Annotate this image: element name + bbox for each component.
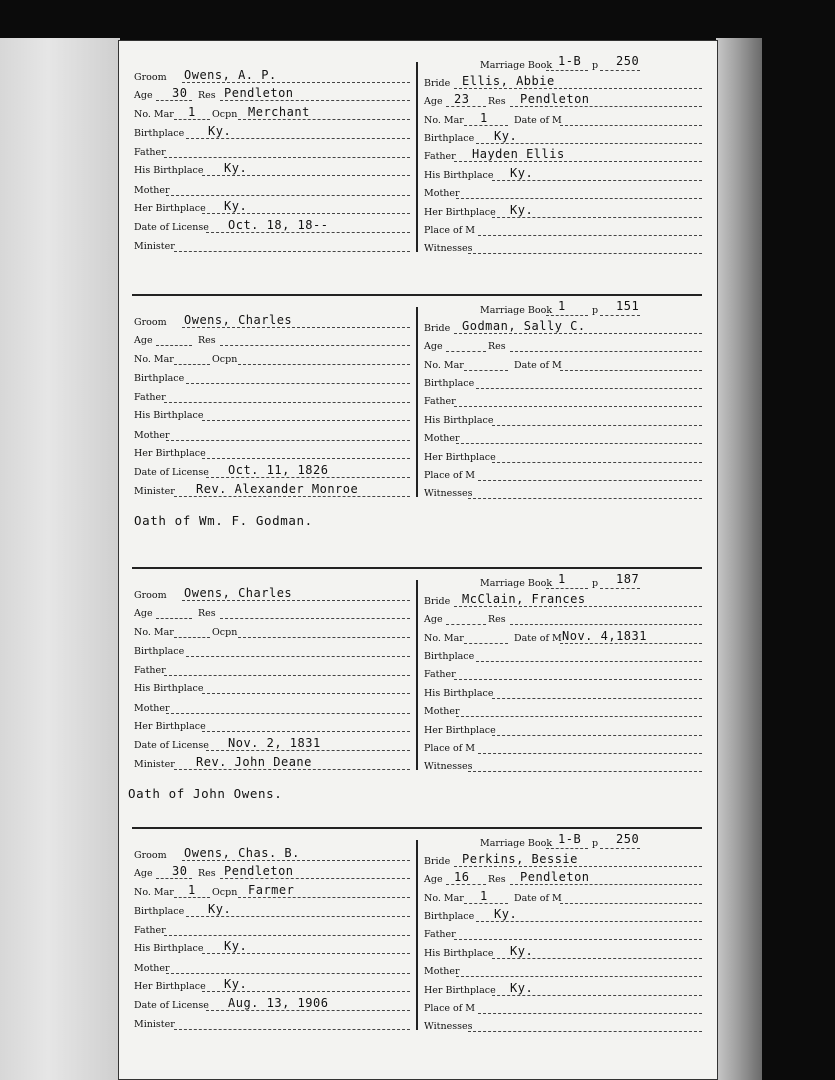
bride-mother-label: Mother xyxy=(424,433,460,444)
bride-witnesses-line xyxy=(468,1031,702,1032)
groom-birthplace-label: Birthplace xyxy=(134,128,185,139)
bride-no-mar-line xyxy=(464,903,508,904)
groom-father-label: Father xyxy=(134,925,166,936)
bride-res: Pendleton xyxy=(520,92,590,106)
bride-place-of-m-line xyxy=(478,235,702,236)
groom-birthplace-line xyxy=(186,916,410,917)
page-line xyxy=(600,848,640,849)
bride-mother-line xyxy=(456,198,702,199)
bride-her-birthplace-label: Her Birthplace xyxy=(424,985,496,996)
bride-no-mar-line xyxy=(464,643,508,644)
bride-age-line xyxy=(446,106,486,107)
left-margin-scan xyxy=(0,38,120,1080)
groom-minister-label: Minister xyxy=(134,241,175,252)
bride-no-mar-label: No. Mar xyxy=(424,893,464,904)
groom-ocpn-label: Ocpn xyxy=(212,887,238,898)
groom-res-line xyxy=(220,100,410,101)
page-label: p xyxy=(592,838,599,849)
groom-no-mar: 1 xyxy=(188,883,196,897)
bride-her-birthplace-label: Her Birthplace xyxy=(424,725,496,736)
bride-her-birthplace-label: Her Birthplace xyxy=(424,452,496,463)
bride-date-of-m: Nov. 4,1831 xyxy=(562,629,647,643)
groom-her-birthplace-label: Her Birthplace xyxy=(134,448,206,459)
bride-no-mar: 1 xyxy=(480,111,488,125)
groom-ocpn: Merchant xyxy=(248,105,310,119)
bride-mother-label: Mother xyxy=(424,188,460,199)
bride-no-mar: 1 xyxy=(480,889,488,903)
groom-age-line xyxy=(156,618,192,619)
groom-mother-line xyxy=(166,713,410,714)
bride-father-label: Father xyxy=(424,929,456,940)
groom-birthplace-line xyxy=(186,656,410,657)
bride-age-line xyxy=(446,624,486,625)
groom-birthplace-line xyxy=(186,383,410,384)
groom-age-line xyxy=(156,100,192,101)
groom-label: Groom xyxy=(134,850,167,861)
groom-ocpn-label: Ocpn xyxy=(212,109,238,120)
groom-her-birthplace: Ky. xyxy=(224,199,248,213)
groom-minister-line xyxy=(174,769,410,770)
groom-date-of-license-line xyxy=(206,477,410,478)
bride-his-birthplace: Ky. xyxy=(510,944,534,958)
bride-birthplace-label: Birthplace xyxy=(424,133,475,144)
groom-minister: Rev. Alexander Monroe xyxy=(196,482,359,496)
page-line xyxy=(600,315,640,316)
bride-her-birthplace-line xyxy=(492,995,702,996)
bride-birthplace: Ky. xyxy=(494,907,518,921)
bride-res-label: Res xyxy=(488,614,506,625)
marriage-record-card xyxy=(118,297,718,537)
groom-birthplace-label: Birthplace xyxy=(134,373,185,384)
bride-res: Pendleton xyxy=(520,870,590,884)
bride-mother-label: Mother xyxy=(424,966,460,977)
marriage-record-card xyxy=(118,830,718,1070)
groom-date-of-license: Oct. 18, 18-- xyxy=(228,218,329,232)
groom-age: 30 xyxy=(172,86,188,100)
groom-her-birthplace-label: Her Birthplace xyxy=(134,203,206,214)
groom-label: Groom xyxy=(134,317,167,328)
marriage-book-line xyxy=(546,848,588,849)
groom-age-line xyxy=(156,878,192,879)
groom-his-birthplace-label: His Birthplace xyxy=(134,410,204,421)
groom-his-birthplace-label: His Birthplace xyxy=(134,683,204,694)
bride-her-birthplace: Ky. xyxy=(510,981,534,995)
bride-place-of-m-label: Place of M xyxy=(424,470,476,481)
bride-date-of-m-line xyxy=(560,370,702,371)
groom-ocpn-line xyxy=(238,897,410,898)
groom-age-label: Age xyxy=(134,90,153,101)
groom-his-birthplace-line xyxy=(202,420,410,421)
groom-his-birthplace-label: His Birthplace xyxy=(134,943,204,954)
bride-birthplace-line xyxy=(476,143,702,144)
groom-her-birthplace-label: Her Birthplace xyxy=(134,981,206,992)
groom-her-birthplace-line xyxy=(202,458,410,459)
groom-father-line xyxy=(164,402,410,403)
groom-res-label: Res xyxy=(198,868,216,879)
groom-minister-label: Minister xyxy=(134,486,175,497)
groom-his-birthplace-label: His Birthplace xyxy=(134,165,204,176)
bride-father-label: Father xyxy=(424,669,456,680)
groom-father-line xyxy=(164,935,410,936)
groom-no-mar-label: No. Mar xyxy=(134,627,174,638)
groom-mother-line xyxy=(166,973,410,974)
bride-his-birthplace-line xyxy=(492,958,702,959)
groom-ocpn: Farmer xyxy=(248,883,295,897)
groom-minister-line xyxy=(174,1029,410,1030)
bride-witnesses-line xyxy=(468,498,702,499)
groom-name: Owens, Charles xyxy=(184,313,293,327)
bride-father-line xyxy=(454,939,702,940)
bride-father-line xyxy=(454,161,702,162)
marriage-book-line xyxy=(546,315,588,316)
bride-father: Hayden Ellis xyxy=(472,147,565,161)
bride-date-of-m-line xyxy=(560,125,702,126)
bride-place-of-m-label: Place of M xyxy=(424,1003,476,1014)
groom-no-mar-label: No. Mar xyxy=(134,887,174,898)
groom-father-label: Father xyxy=(134,392,166,403)
groom-his-birthplace: Ky. xyxy=(224,939,248,953)
bride-no-mar-line xyxy=(464,370,508,371)
bride-date-of-m-label: Date of M xyxy=(514,893,562,904)
bride-his-birthplace-label: His Birthplace xyxy=(424,170,494,181)
groom-no-mar-line xyxy=(174,897,210,898)
bride-label: Bride xyxy=(424,78,451,89)
groom-res-line xyxy=(220,618,410,619)
groom-mother-label: Mother xyxy=(134,430,170,441)
groom-age-label: Age xyxy=(134,608,153,619)
groom-line xyxy=(182,860,410,861)
groom-minister-label: Minister xyxy=(134,1019,175,1030)
groom-line xyxy=(182,327,410,328)
page-label: p xyxy=(592,578,599,589)
groom-no-mar-label: No. Mar xyxy=(134,109,174,120)
marriage-book-page: 151 xyxy=(616,299,640,313)
groom-res-label: Res xyxy=(198,608,216,619)
groom-age: 30 xyxy=(172,864,188,878)
groom-father-line xyxy=(164,157,410,158)
bride-his-birthplace-label: His Birthplace xyxy=(424,688,494,699)
bride-mother-line xyxy=(456,443,702,444)
bride-age-line xyxy=(446,351,486,352)
marriage-book-label: Marriage Book xyxy=(480,838,553,849)
groom-minister: Rev. John Deane xyxy=(196,755,312,769)
groom-his-birthplace-line xyxy=(202,693,410,694)
groom-birthplace-line xyxy=(186,138,410,139)
bride-label: Bride xyxy=(424,323,451,334)
marriage-book-number: 1-B xyxy=(558,54,582,68)
bride-no-mar-label: No. Mar xyxy=(424,360,464,371)
groom-name: Owens, Charles xyxy=(184,586,293,600)
marriage-record-card xyxy=(118,52,718,292)
groom-ocpn-label: Ocpn xyxy=(212,627,238,638)
bride-place-of-m-label: Place of M xyxy=(424,225,476,236)
bride-place-of-m-line xyxy=(478,753,702,754)
page-label: p xyxy=(592,60,599,71)
groom-age-label: Age xyxy=(134,868,153,879)
marriage-record-card xyxy=(118,570,718,810)
bride-his-birthplace-label: His Birthplace xyxy=(424,948,494,959)
bride-line xyxy=(454,333,702,334)
bride-witnesses-label: Witnesses xyxy=(424,243,473,254)
groom-date-of-license-line xyxy=(206,232,410,233)
bride-no-mar-line xyxy=(464,125,508,126)
bride-res-line xyxy=(510,624,702,625)
bride-witnesses-label: Witnesses xyxy=(424,488,473,499)
bride-father-line xyxy=(454,406,702,407)
bride-res-label: Res xyxy=(488,874,506,885)
groom-date-of-license-label: Date of License xyxy=(134,467,209,478)
page-label: p xyxy=(592,305,599,316)
bride-no-mar-label: No. Mar xyxy=(424,633,464,644)
bride-mother-line xyxy=(456,976,702,977)
bride-place-of-m-line xyxy=(478,480,702,481)
groom-no-mar-line xyxy=(174,119,210,120)
groom-res-label: Res xyxy=(198,335,216,346)
groom-date-of-license-label: Date of License xyxy=(134,740,209,751)
bride-label: Bride xyxy=(424,856,451,867)
column-divider xyxy=(416,307,418,497)
bride-age-label: Age xyxy=(424,874,443,885)
marriage-book-number: 1-B xyxy=(558,832,582,846)
groom-date-of-license-line xyxy=(206,1010,410,1011)
bride-line xyxy=(454,88,702,89)
column-divider xyxy=(416,580,418,770)
bride-name: Godman, Sally C. xyxy=(462,319,586,333)
marriage-book-number: 1 xyxy=(558,572,566,586)
bride-date-of-m-line xyxy=(560,643,702,644)
bride-father-label: Father xyxy=(424,396,456,407)
groom-her-birthplace-line xyxy=(202,991,410,992)
groom-birthplace-label: Birthplace xyxy=(134,906,185,917)
page-line xyxy=(600,588,640,589)
groom-his-birthplace: Ky. xyxy=(224,161,248,175)
oath-note: Oath of John Owens. xyxy=(128,786,283,801)
bride-her-birthplace-line xyxy=(492,735,702,736)
right-margin-scan xyxy=(716,38,762,1080)
bride-birthplace-line xyxy=(476,388,702,389)
groom-name: Owens, Chas. B. xyxy=(184,846,300,860)
bride-place-of-m-line xyxy=(478,1013,702,1014)
bride-res-label: Res xyxy=(488,96,506,107)
groom-no-mar: 1 xyxy=(188,105,196,119)
bride-no-mar-label: No. Mar xyxy=(424,115,464,126)
groom-age-line xyxy=(156,345,192,346)
groom-label: Groom xyxy=(134,590,167,601)
record-separator xyxy=(132,567,702,569)
groom-father-label: Father xyxy=(134,147,166,158)
record-separator xyxy=(132,827,702,829)
marriage-book-number: 1 xyxy=(558,299,566,313)
groom-no-mar-line xyxy=(174,637,210,638)
bride-his-birthplace-line xyxy=(492,425,702,426)
bride-res-line xyxy=(510,351,702,352)
groom-date-of-license-label: Date of License xyxy=(134,1000,209,1011)
groom-his-birthplace-line xyxy=(202,953,410,954)
bride-mother-line xyxy=(456,716,702,717)
groom-minister-label: Minister xyxy=(134,759,175,770)
bride-witnesses-line xyxy=(468,253,702,254)
groom-date-of-license: Aug. 13, 1906 xyxy=(228,996,329,1010)
bride-witnesses-label: Witnesses xyxy=(424,1021,473,1032)
groom-father-label: Father xyxy=(134,665,166,676)
bride-mother-label: Mother xyxy=(424,706,460,717)
bride-age-label: Age xyxy=(424,341,443,352)
groom-label: Groom xyxy=(134,72,167,83)
bride-witnesses-line xyxy=(468,771,702,772)
bride-birthplace: Ky. xyxy=(494,129,518,143)
bride-age: 23 xyxy=(454,92,470,106)
record-separator xyxy=(132,294,702,296)
bride-birthplace-label: Birthplace xyxy=(424,911,475,922)
marriage-book-label: Marriage Book xyxy=(480,578,553,589)
bride-her-birthplace-label: Her Birthplace xyxy=(424,207,496,218)
bride-his-birthplace-label: His Birthplace xyxy=(424,415,494,426)
column-divider xyxy=(416,840,418,1030)
bride-birthplace-label: Birthplace xyxy=(424,378,475,389)
bride-witnesses-label: Witnesses xyxy=(424,761,473,772)
groom-minister-line xyxy=(174,496,410,497)
bride-her-birthplace-line xyxy=(492,217,702,218)
bride-father-line xyxy=(454,679,702,680)
groom-res-line xyxy=(220,878,410,879)
groom-birthplace: Ky. xyxy=(208,902,232,916)
groom-date-of-license-line xyxy=(206,750,410,751)
marriage-book-page: 250 xyxy=(616,832,640,846)
bride-name: Perkins, Bessie xyxy=(462,852,578,866)
groom-minister-line xyxy=(174,251,410,252)
groom-mother-line xyxy=(166,195,410,196)
groom-date-of-license: Nov. 2, 1831 xyxy=(228,736,321,750)
groom-mother-label: Mother xyxy=(134,963,170,974)
groom-ocpn-line xyxy=(238,364,410,365)
groom-his-birthplace-line xyxy=(202,175,410,176)
bride-date-of-m-label: Date of M xyxy=(514,115,562,126)
bride-name: McClain, Frances xyxy=(462,592,586,606)
record-sheet xyxy=(118,40,718,1080)
bride-birthplace-line xyxy=(476,921,702,922)
marriage-book-page: 187 xyxy=(616,572,640,586)
groom-her-birthplace-line xyxy=(202,731,410,732)
groom-ocpn-line xyxy=(238,119,410,120)
page-line xyxy=(600,70,640,71)
groom-res-line xyxy=(220,345,410,346)
marriage-book-line xyxy=(546,70,588,71)
bride-res-line xyxy=(510,106,702,107)
bride-date-of-m-label: Date of M xyxy=(514,360,562,371)
bride-age-label: Age xyxy=(424,614,443,625)
groom-birthplace: Ky. xyxy=(208,124,232,138)
marriage-book-label: Marriage Book xyxy=(480,305,553,316)
bride-birthplace-line xyxy=(476,661,702,662)
bride-name: Ellis, Abbie xyxy=(462,74,555,88)
groom-date-of-license: Oct. 11, 1826 xyxy=(228,463,329,477)
marriage-book-label: Marriage Book xyxy=(480,60,553,71)
bride-age: 16 xyxy=(454,870,470,884)
bride-her-birthplace-line xyxy=(492,462,702,463)
bride-age-line xyxy=(446,884,486,885)
groom-res: Pendleton xyxy=(224,864,294,878)
bride-father-label: Father xyxy=(424,151,456,162)
groom-res: Pendleton xyxy=(224,86,294,100)
groom-line xyxy=(182,82,410,83)
column-divider xyxy=(416,62,418,252)
bride-date-of-m-label: Date of M xyxy=(514,633,562,644)
groom-mother-label: Mother xyxy=(134,185,170,196)
marriage-book-page: 250 xyxy=(616,54,640,68)
bride-her-birthplace: Ky. xyxy=(510,203,534,217)
marriage-book-line xyxy=(546,588,588,589)
bride-res-label: Res xyxy=(488,341,506,352)
groom-date-of-license-label: Date of License xyxy=(134,222,209,233)
bride-his-birthplace: Ky. xyxy=(510,166,534,180)
groom-no-mar-line xyxy=(174,364,210,365)
bride-place-of-m-label: Place of M xyxy=(424,743,476,754)
bride-date-of-m-line xyxy=(560,903,702,904)
bride-line xyxy=(454,866,702,867)
bride-res-line xyxy=(510,884,702,885)
groom-her-birthplace: Ky. xyxy=(224,977,248,991)
groom-age-label: Age xyxy=(134,335,153,346)
bride-label: Bride xyxy=(424,596,451,607)
groom-father-line xyxy=(164,675,410,676)
oath-note: Oath of Wm. F. Godman. xyxy=(134,513,313,528)
groom-no-mar-label: No. Mar xyxy=(134,354,174,365)
groom-her-birthplace-line xyxy=(202,213,410,214)
groom-mother-label: Mother xyxy=(134,703,170,714)
groom-birthplace-label: Birthplace xyxy=(134,646,185,657)
groom-ocpn-label: Ocpn xyxy=(212,354,238,365)
bride-his-birthplace-line xyxy=(492,180,702,181)
groom-mother-line xyxy=(166,440,410,441)
groom-ocpn-line xyxy=(238,637,410,638)
groom-res-label: Res xyxy=(198,90,216,101)
bride-line xyxy=(454,606,702,607)
groom-line xyxy=(182,600,410,601)
bride-his-birthplace-line xyxy=(492,698,702,699)
groom-her-birthplace-label: Her Birthplace xyxy=(134,721,206,732)
groom-name: Owens, A. P. xyxy=(184,68,277,82)
bride-birthplace-label: Birthplace xyxy=(424,651,475,662)
bride-age-label: Age xyxy=(424,96,443,107)
